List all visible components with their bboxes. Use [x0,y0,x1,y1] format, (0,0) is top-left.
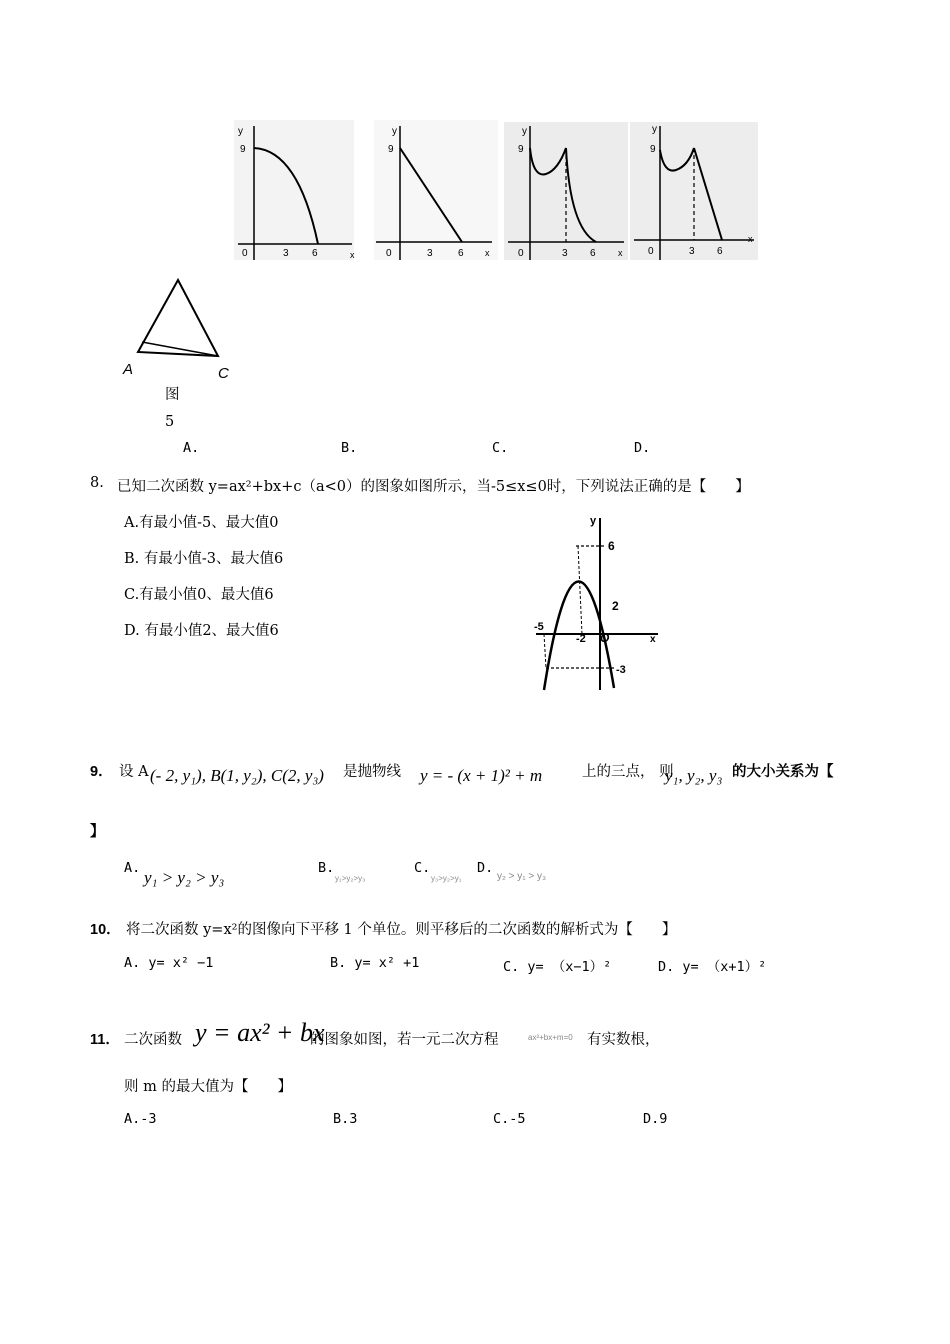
y-axis-label: y [522,126,527,137]
q9-prefix: 设 A [119,764,149,780]
y-axis-label: y [238,126,243,137]
x-tick-3: 3 [283,248,289,259]
x-tick-6: 6 [458,248,464,259]
q8-option-a[interactable]: A.有最小值-5、最大值0 [124,515,279,531]
q9-vars: y₁, y₂, y₃ [665,766,723,785]
q9-mid2: 上的三点， 则 [582,764,674,780]
q11-option-a[interactable]: A.-3 [124,1111,157,1127]
q7-option-b[interactable]: B. [341,440,358,456]
label-minus-5: -5 [534,621,544,633]
q7-option-d[interactable]: D. [634,440,651,456]
q8-number: 8. [90,475,104,491]
x-axis-label: x [618,248,623,258]
y-axis-label: y [590,515,597,527]
y-tick-9: 9 [240,144,246,155]
x-axis-label: x [650,634,656,645]
q9-option-a-expr: y₁ > y₂ > y₃ [144,868,225,887]
y-tick-9: 9 [650,144,656,155]
q9-mid: 是抛物线 [343,764,401,780]
q10-option-b[interactable]: B. y= x² +1 [330,955,420,971]
q7-graphs [228,118,763,266]
x-tick-6: 6 [717,246,723,257]
q9-parabola: y = - (x + 1)² + m [420,766,543,785]
q9-close-bracket: 】 [90,823,105,840]
x-axis-label: x [350,250,355,260]
q11-stem-a: 二次函数 [124,1032,182,1048]
label-6: 6 [608,539,615,553]
q11-stem-b: 的图象如图，若一元二次方程 [310,1032,499,1048]
x-tick-0: 0 [518,248,524,259]
q7-option-c[interactable]: C. [492,440,509,456]
q9-option-b-label[interactable]: B. [318,860,335,876]
figure-number: 5 [165,414,175,430]
x-tick-3: 3 [427,248,433,259]
q9-option-d-label[interactable]: D. [477,860,494,876]
x-tick-3: 3 [689,246,695,257]
q11-stem-c: 有实数根， [587,1032,660,1048]
y-axis-label: y [652,124,657,135]
q10-stem: 将二次函数 y=x²的图像向下平移 1 个单位。则平移后的二次函数的解析式为【 】 [126,922,677,938]
q8-stem: 已知二次函数 y=ax²+bx+c（a<0）的图象如图所示，当-5≤x≤0时，下列说法正确的是【 】 [117,479,750,495]
y-tick-9: 9 [518,144,524,155]
q9-option-a-label[interactable]: A. [124,860,141,876]
x-tick-0: 0 [242,248,248,259]
x-tick-3: 3 [562,248,568,259]
q11-equation: ax²+bx+m=0 [528,1033,573,1042]
x-tick-6: 6 [590,248,596,259]
q11-option-b[interactable]: B.3 [333,1111,358,1127]
label-minus-2: -2 [576,633,586,645]
q9-option-c-label[interactable]: C. [414,860,431,876]
q9-option-c-expr: y₃>y₂>y₁ [431,874,462,883]
q10-option-d[interactable]: D. y= （x+1）² [658,959,767,975]
q9-points: (- 2, y₁), B(1, y₂), C(2, y₃) [150,766,324,785]
q8-parabola-graph [528,510,668,695]
x-axis-label: x [748,234,753,244]
x-tick-6: 6 [312,248,318,259]
figure-caption: 图 [165,387,180,403]
q11-option-d[interactable]: D.9 [643,1111,668,1127]
q10-number: 10． [90,922,121,938]
q8-option-c[interactable]: C.有最小值0、最大值6 [124,587,274,603]
q8-option-b[interactable]: B. 有最小值-3、最大值6 [124,551,284,567]
x-tick-0: 0 [648,246,654,257]
q11-function: y = ax² + bx [195,1018,325,1047]
triangle-figure [118,270,248,385]
q11-line2: 则 m 的最大值为【 】 [124,1079,292,1095]
x-tick-0: 0 [386,248,392,259]
vertex-c-label: C [218,365,229,382]
label-origin: O [600,631,610,645]
q9-option-d-expr: y₂ > y₁ > y₃ [497,871,547,882]
label-2: 2 [612,599,619,613]
q10-option-c[interactable]: C. y= （x−1）² [503,959,612,975]
y-tick-9: 9 [388,144,394,155]
q8-option-d[interactable]: D. 有最小值2、最大值6 [124,623,279,639]
q9-tail: 的大小关系为【 [732,763,834,780]
x-axis-label: x [485,248,490,258]
q9-option-b-expr: y₁>y₂>y₃ [335,874,366,883]
q7-option-a[interactable]: A. [183,440,200,456]
q11-number: 11． [90,1032,120,1048]
y-axis-label: y [392,126,397,137]
q9-number: 9． [90,764,113,780]
q11-option-c[interactable]: C.-5 [493,1111,526,1127]
vertex-a-label: A [123,361,134,378]
q10-option-a[interactable]: A. y= x² −1 [124,955,214,971]
label-minus-3: -3 [616,664,626,676]
